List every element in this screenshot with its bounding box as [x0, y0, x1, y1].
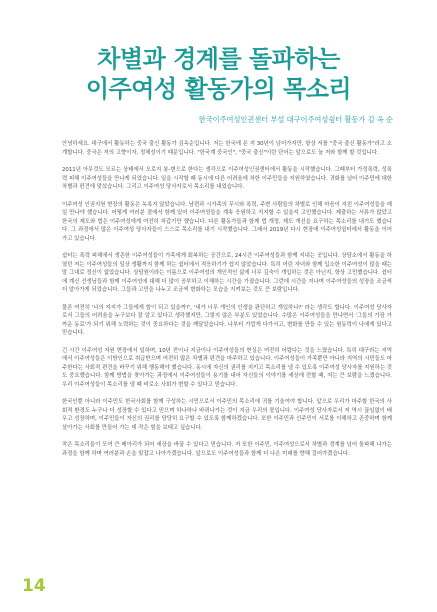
paragraph-6: 긴 시간 이주여성 지원 현장에서 일하며, 10년 전이나 지금이나 이주여성들의 현실은 여전히 어렵다는 것을 느꼈습니다. 특히 대구라는 지역에서 이주여성들은 이방인으로 취급받으며 여전히 많은 차별과 편견을 마주하고 있습니다. 이주여성들이 가족뿐만 아니라 지역의 시민들도 마주한다는 사회적 편견을 바꾸기 위해 행동해야 했습니다. 동시에 자신의 권리를 지키고 목소리를 낼 수 있도록 이주여성 당사자를 지원하는 것도 중요했습니다. 함께 방법을 찾아가는 과정에서 이주여성들이 용기를 내어 자신들의 이야기를 세상에 전할 때, 저는 큰 보람을 느꼈습니다. 우리 이주여성들이 목소리를 낼 때 비로소 사회가 변할 수 있다고 믿습니다.	[62, 347, 392, 388]
paragraph-7: 한국인뿐 아니라 이주민도 한국사회를 함께 구성하는 시민으로서 이주민의 목소리에 귀를 기울여야 합니다. 앞으로 우리가 마주할 한국의 사회적 환경도 누구나 더 성장할 수 있다고 믿으며 하나하나 바뀌나가는 것이 지금 우리의 몫입니다. 이주여성 당사자로서 저 역시 끊임없이 배우고 성장하며, 이주민들이 자신의 권리를 당당히 요구할 수 있도록 함께하겠습니다. 또한 이주민과 선주민이 서로를 이해하고 존중하며 함께 살아가는 사회를 만들어 가는 데 작은 힘을 보태고 싶습니다.	[62, 399, 392, 431]
title-block	[0, 44, 437, 104]
paragraph-1: 안녕하세요. 대구에서 활동하는 중국 출신 활동가 김옥순입니다. 저는 한국에 온 지 30년이 넘어가지만, 항상 저를 "중국 출신 활동가"라고 소개합니다. 중국은 저의 고향이자, 정체성이기 때문입니다. "한국계 중국인", "중국 출신"이란 단어는 앞으로도 늘 저와 함께 할 것입니다.	[62, 141, 392, 156]
title-line-2: 이주여성 활동가의 목소리	[85, 75, 352, 103]
paragraph-4: 쉼터는 폭력 피해에서 생존한 이주여성들이 가족에게 회복하는 공간으로, 24시간 이주여성들과 함께 지내는 곳입니다. 상담소에서 활동을 하였던 저는 이주여성들의 일상 생활까지 함께 하는 쉼터에서 적응하기가 쉽지 않았습니다. 특히 어린 자녀와 함께 입소한 이주여성이 많을 때는 말 그대로 정신이 없었습니다. 상담원이라는 이름으로 이주여성의 개인적인 삶에 너무 깊숙이 개입하는 것은 아닌지, 항상 고민했습니다. 쉼터에 계신 선생님들과 함께 이주여성에 대해 더 많이 공부하고 이해하는 시간을 가졌습니다. 그런데 시간을 지나며 이주여성들의 성장을 조금씩 더 알아가게 되었습니다. 그들과 고민을 나누고 조금씩 변화하는 모습을 지켜보는 것도 큰 보람입니다.	[62, 253, 392, 293]
page-number: 14	[22, 576, 46, 596]
paragraph-8: 작은 목소리들이 모여 큰 메아리가 되어 세상을 바꿀 수 있다고 믿습니다. 저 또한 이주민, 이주여성으로서 차별과 경계를 넘어 돌파해 나가는 과정을 함께 하며 여러분과 손을 맞잡고 나아가겠습니다. 앞으로도 이주여성들과 함께 더 나은 미래를 향해 걸어가겠습니다.	[62, 442, 392, 457]
article-body	[62, 140, 392, 467]
title-line-1: 차별과 경계를 돌파하는	[97, 45, 340, 73]
author-line: 한국이주여성인권센터 부설 대구이주여성쉼터 활동가 김 옥 순	[198, 115, 393, 124]
paragraph-2: 2011년 아무것도 모르는 상태에서 오로지 봉-변으로 한다는 생각으로 이주여성인권센터에서 활동을 시작했습니다. 그때부터 가정폭력, 성폭력 피해 이주여성들을 만나게 되었습니다. 일을 시작할 때 동시에 다른 어려움에 처한 이주민들을 지원하였습니다. 귀화를 넘어 이주민에 대한 차별과 편견에 맞섰습니다. 그리고 이주여성 당사자로서 목소리를 내었습니다.	[62, 167, 392, 190]
paragraph-5: 물론 여전히 '나의 지지가 그들에게 힘이 되고 있을까?', '내가 너무 개인의 인생을 판단하고 개입하나?' 라는 생각도 합니다. 이주여성 당사자로서 그들의 어려움을 누구보다 잘 알고 있다고 생각했지만, 그렇지 않은 부분도 있었습니다. 수많은 이주여성들을 만나면서 '그들의 가장 가까운 동료'가 되기 위해 노력하는 것이 중요하다는 것을 깨달았습니다. 나부터 가깝게 다가서고, 변화를 만들 수 있는 원동력이 나에게 있다고 믿습니다.	[62, 304, 392, 336]
paragraph-3: 이주여성 인권지원 현장의 활동은 녹록지 않았습니다. 남편과 시가족의 무시와 폭력, 주변 사람들의 차별로 인해 마음이 지친 이주여성들을 매일 만나야 했습니다. 어떻게 여러분 곁에서 함께 있어 이주여성들을 계속 응원하고 지지할 수 있을지 고민했습니다. 제출하는 서류가 많았고 한국의 제도와 법은 이주여성에게 여전히 차갑기만 했습니다. 다른 활동가들과 함께 법 개정, 제도 개선을 요구하는 목소리를 내기도 했습니다. 그 과정에서 많은 이주여성 당사자들이 스스로 목소리를 내기 시작했습니다. 그래서 2019년 다시 현장에 이주여성쉼터에서 활동을 이어가고 있습니다.	[62, 201, 392, 242]
